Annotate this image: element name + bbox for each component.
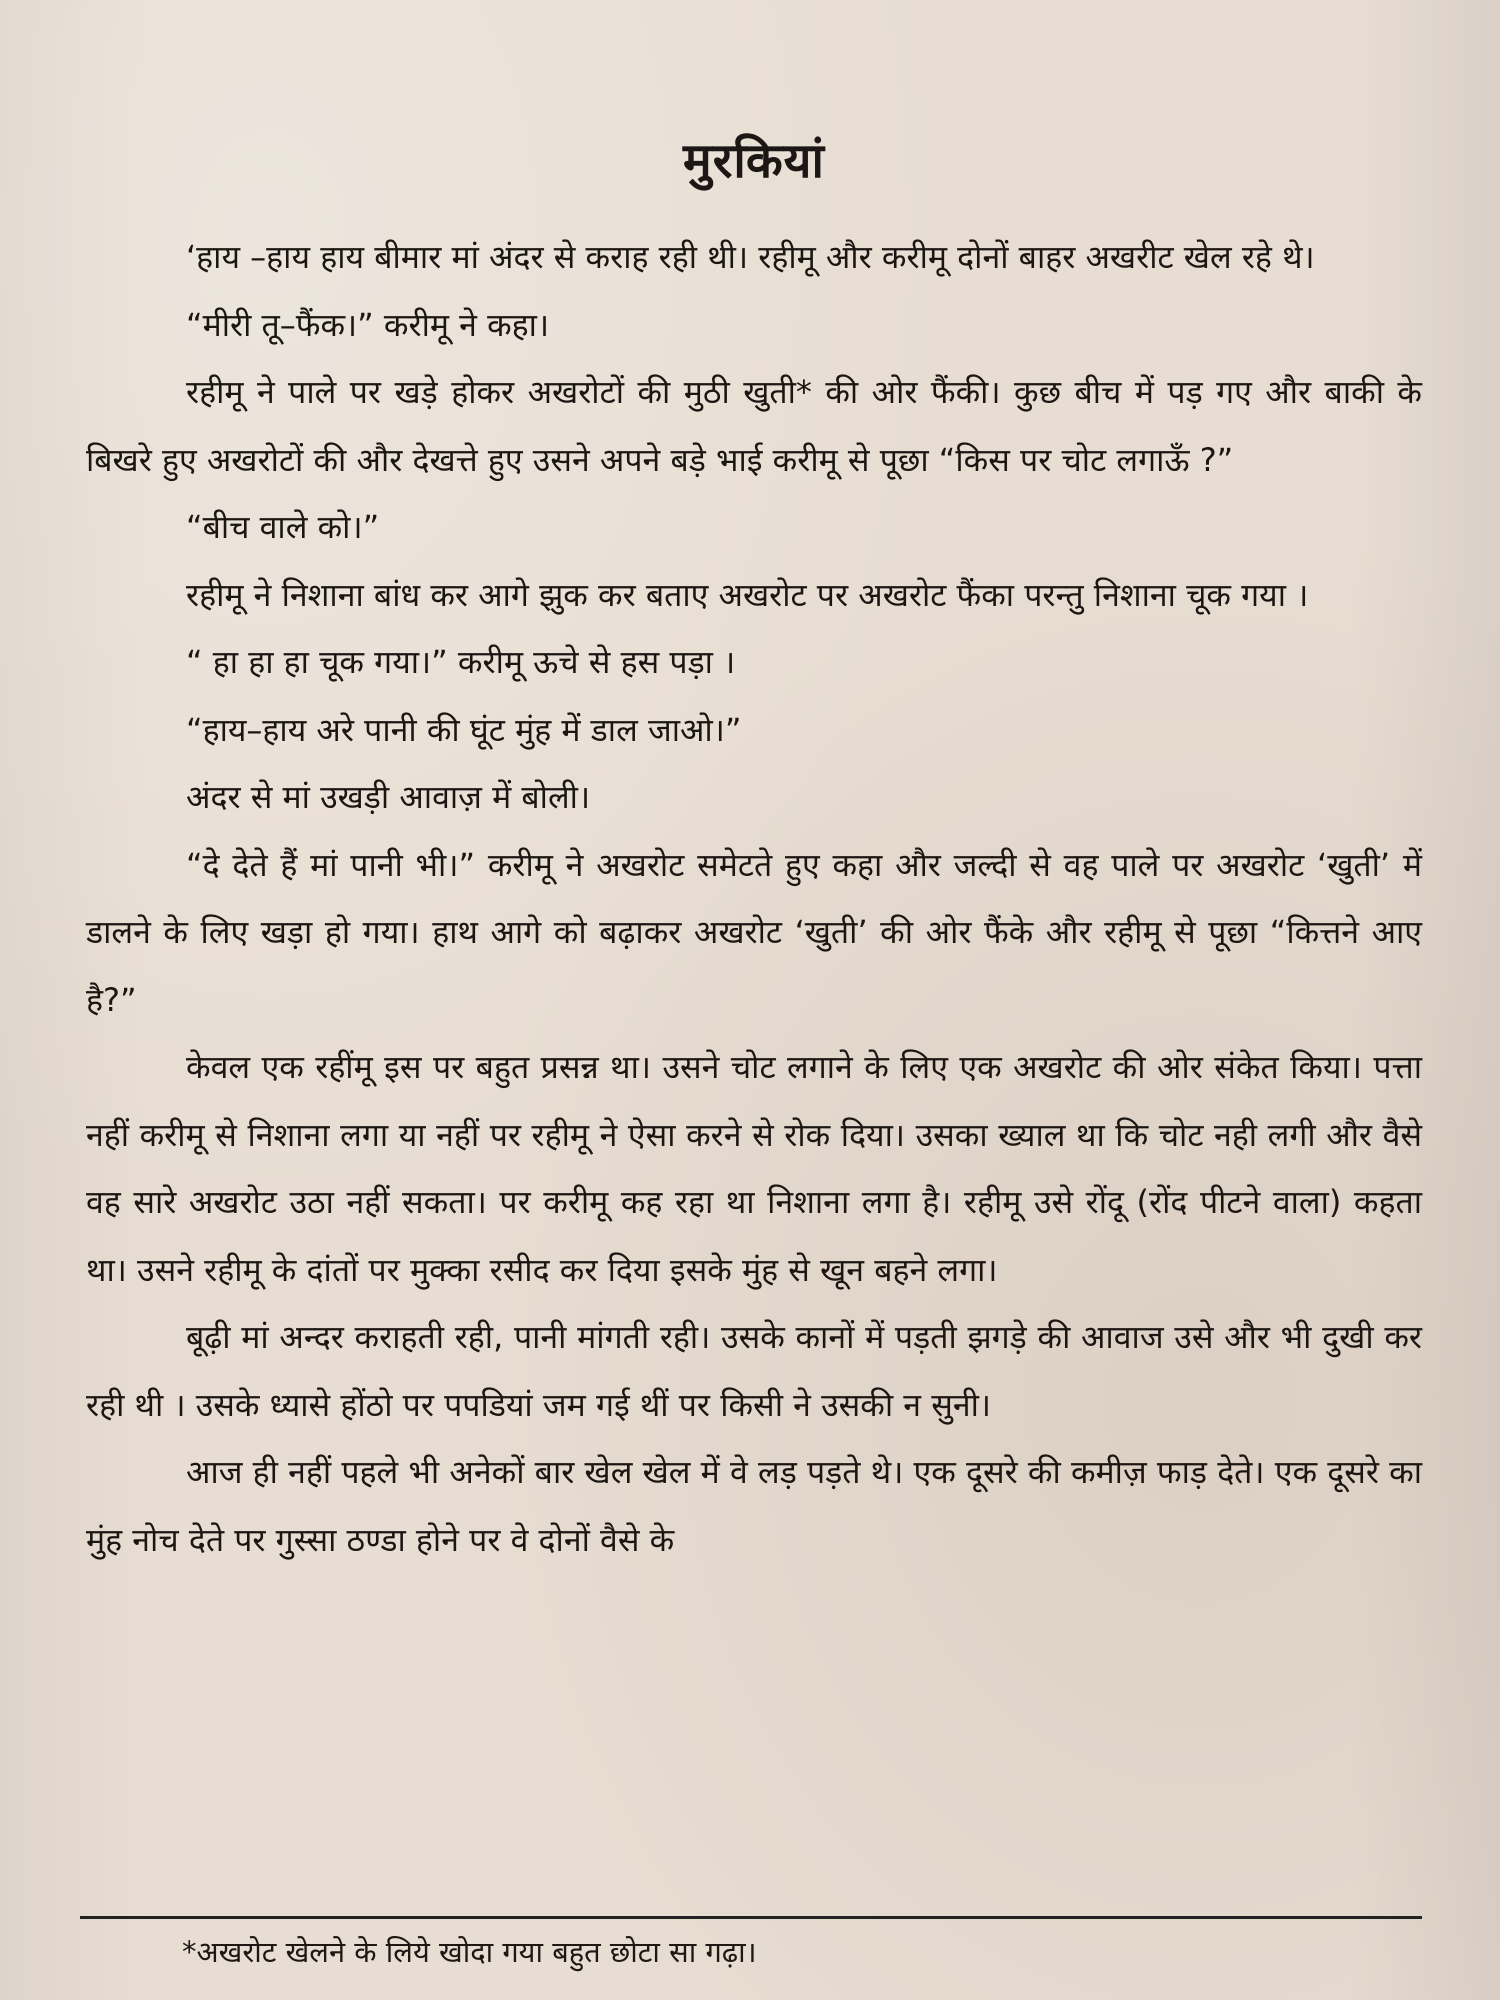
paragraph: रहीमू ने पाले पर खड़े होकर अखरोटों की मुठी खुती* की ओर फैंकी। कुछ बीच में पड़ गए और बाकी के बिखरे हुए अखरोटों की और देखत्ते हुए उसने अपने बड़े भाई करीमू से पूछा “किस पर चोट लगाऊँ ?”	[86, 373, 1422, 479]
paragraph: बूढ़ी मां अन्दर कराहती रही, पानी मांगती रही। उसके कानों में पड़ती झगड़े की आवाज उसे और भी दुखी कर रही थी । उसके ध्यासे होंठो पर पपडियां जम गई थीं पर किसी ने उसकी न सुनी।	[86, 1318, 1422, 1424]
paragraph: “बीच वाले को।”	[186, 508, 380, 546]
paragraph: रहीमू ने निशाना बांध कर आगे झुक कर बताए अखरोट पर अखरोट फैंका परन्तु निशाना चूक गया ।	[186, 575, 1309, 614]
paragraph: “हाय–हाय अरे पानी की घूंट मुंह में डाल जाओ।”	[186, 710, 742, 749]
page-title: मुरकियां	[683, 133, 825, 189]
paragraph: केवल एक रहींमू इस पर बहुत प्रसन्न था। उसने चोट लगाने के लिए एक अखरोट की ओर संकेत किया। पत्ता नहीं करीमू से निशाना लगा या नहीं पर रहीमू ने ऐसा करने से रोक दिया। उसका ख्याल था कि चोट नही लगी और वैसे वह सारे अखरोट उठा नहीं सकता। पर करीमू कह रहा था निशाना लगा है। रहीमू उसे रोंदू (रोंद पीटने वाला) कहता था। उसने रहीमू के दांतों पर मुक्का रसीद कर दिया इसके मुंह से खून बहने लगा।	[86, 1048, 1422, 1289]
paragraph: अंदर से मां उखड़ी आवाज़ में बोली।	[186, 778, 591, 816]
paragraph: “ हा हा हा चूक गया।” करीमू ऊचे से हस पड़ा ।	[186, 643, 736, 681]
paragraph: आज ही नहीं पहले भी अनेकों बार खेल खेल में वे लड़ पड़ते थे। एक दूसरे की कमीज़ फाड़ देते। एक दूसरे का मुंह नोच देते पर गुस्सा ठण्डा होने पर वे दोनों वैसे के	[86, 1453, 1422, 1559]
story-text	[86, 224, 1422, 1574]
paragraph: “दे देते हैं मां पानी भी।” करीमू ने अखरोट समेटते हुए कहा और जल्दी से वह पाले पर अखरोट ‘खुती’ में डालने के लिए खड़ा हो गया। हाथ आगे को बढ़ाकर अखरोट ‘खुती’ की ओर फैंके और रहीमू से पूछा “कित्तने आए है?”	[86, 845, 1422, 1019]
paragraph: ‘हाय –हाय हाय बीमार मां अंदर से कराह रही थी। रहीमू और करीमू दोनों बाहर अखरीट खेल रहे थे।	[186, 238, 1315, 276]
paragraph: “मीरी तू–फैंक।” करीमू ने कहा।	[186, 305, 550, 344]
footnote-divider	[80, 1916, 1422, 1919]
footnote: *अखरोट खेलने के लिये खोदा गया बहुत छोटा सा गढ़ा।	[182, 1935, 757, 1969]
